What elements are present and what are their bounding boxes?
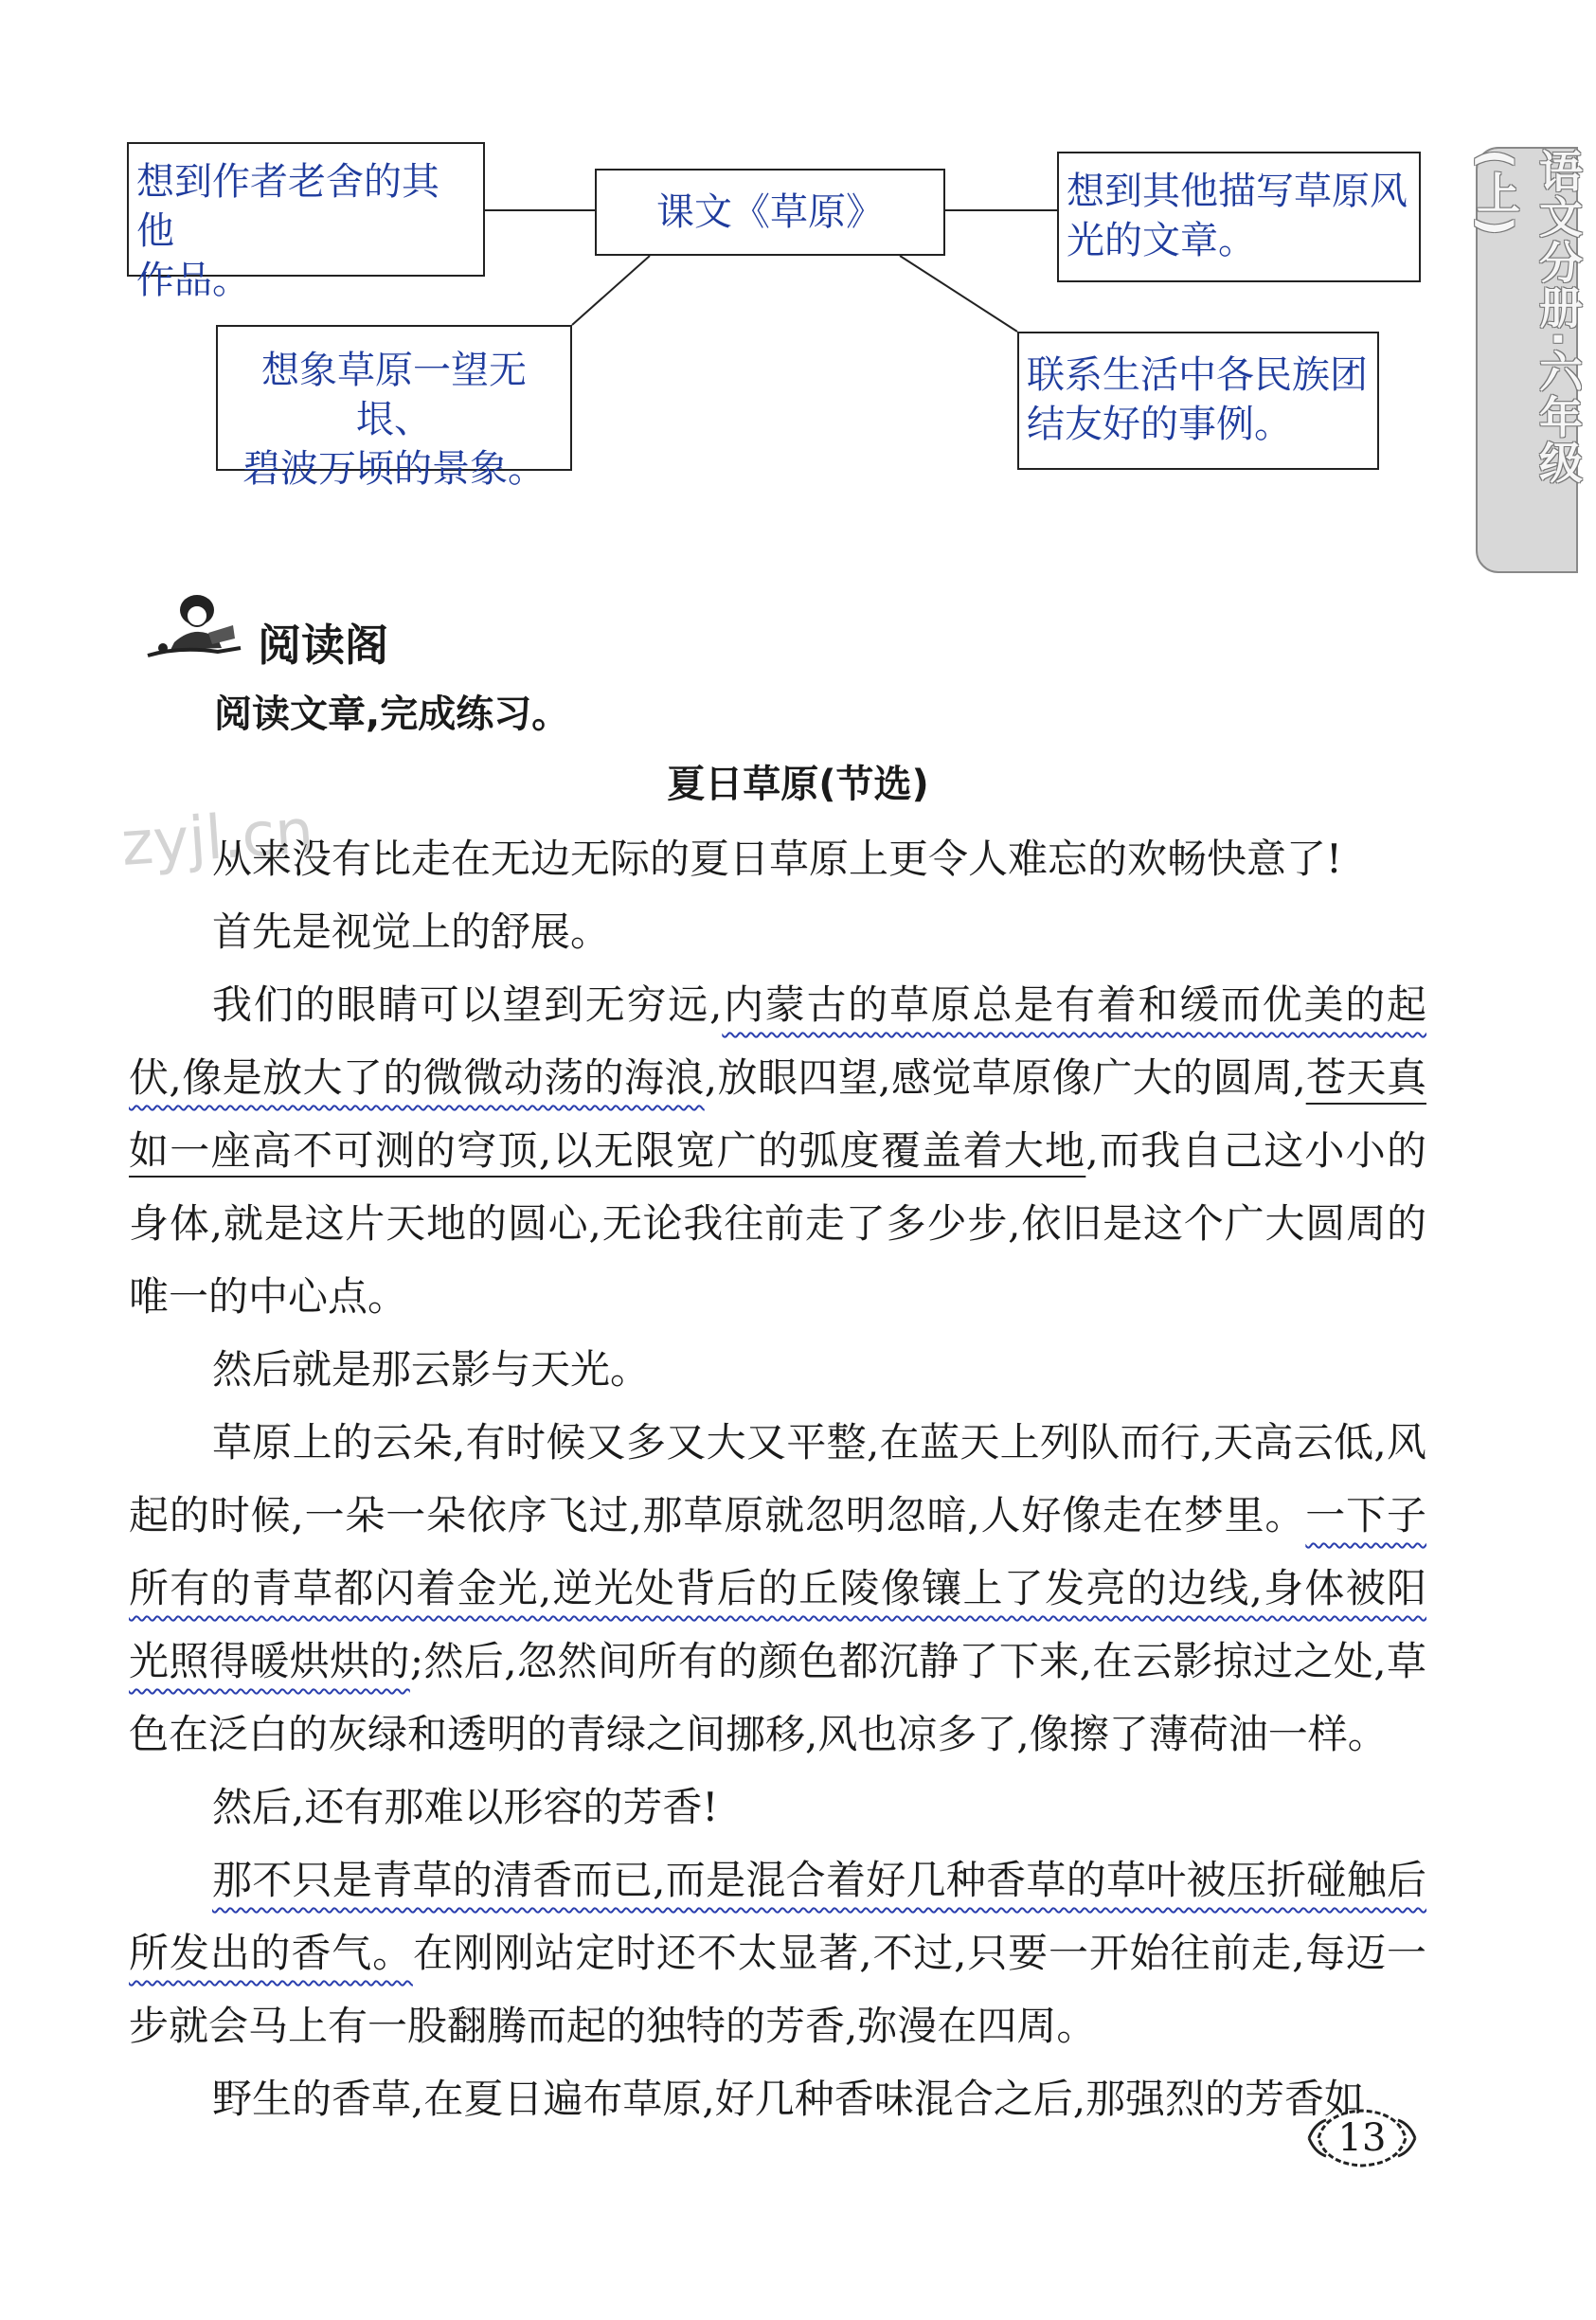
text-segment: 首先是视觉上的舒展。 (212, 908, 611, 955)
mindmap-node-bottom-right (1017, 332, 1379, 470)
wavy-underlined-text: 那不只是青草的清香而已,而是混合着好几种香草的草叶被压折碰触后所发出的香气。 (129, 1857, 1426, 1976)
text-segment: 然后,还有那难以形容的芳香! (212, 1784, 719, 1830)
side-chapter-tab (1470, 147, 1584, 573)
article-paragraph (129, 2062, 1426, 2135)
text-segment: 然后就是那云影与天光。 (212, 1346, 651, 1393)
text-segment: 在刚刚站定时还不太显著,不过,只要一开始往前走,每迈一步就会马上有一股翻腾而起的独特的芳香,弥漫在四周。 (129, 1930, 1426, 2049)
wavy-underlined-text: 内蒙古的草原总是有着和缓而优美的起伏,像是放大了的微微动荡的海浪 (129, 981, 1426, 1101)
article-paragraph (129, 1406, 1426, 1771)
text-segment: ,而我自己这小小的身体,就是这片天地的圆心,无论我往前走了多少步,依旧是这个广大圆周的唯一的中心点。 (129, 1127, 1426, 1320)
article-paragraph (129, 822, 1426, 895)
article-paragraph (129, 1843, 1426, 2062)
page-number: 13 (1337, 2116, 1387, 2160)
page-number-badge (1305, 2103, 1419, 2173)
reading-boy-icon (142, 589, 248, 665)
article-paragraph (129, 968, 1426, 1333)
text-segment: 我们的眼睛可以望到无穷远, (212, 981, 723, 1028)
node-line: 光的文章。 (1067, 219, 1256, 262)
mindmap-center-node (595, 169, 945, 256)
mindmap-node-top-right (1057, 152, 1421, 282)
wavy-underlined-text: 一下子所有的青草都闪着金光,逆光处背后的丘陵像镶上了发亮的边线,身体被阳光照得暖烘烘的 (129, 1492, 1426, 1684)
article-paragraph (129, 1333, 1426, 1406)
section-title: 阅读阁 (258, 620, 388, 671)
text-segment: 草原上的云朵,有时候又多又大又平整,在蓝天上列队而行,天高云低,风起的时候,一朵一朵依序飞过,那草原就忽明忽暗,人好像走在梦里。 (129, 1419, 1426, 1538)
node-line: 联系生活中各民族团 (1027, 353, 1368, 397)
article-paragraph (129, 895, 1426, 968)
article-title: 夏日草原(节选) (667, 763, 929, 806)
text-segment: 从来没有比走在无边无际的夏日草原上更令人难忘的欢畅快意了! (212, 836, 1342, 882)
node-line: 碧波万顷的景象。 (242, 447, 546, 491)
text-segment: 野生的香草,在夏日遍布草原,好几种香味混合之后,那强烈的芳香如 (212, 2076, 1365, 2122)
underlined-text: 苍天真如一座高不可测的穹顶,以无限宽广的弧度覆盖着大地 (129, 1054, 1426, 1174)
instruction-text: 阅读文章,完成练习。 (214, 692, 570, 736)
node-line: 想到作者老舍的其他 (136, 160, 439, 253)
node-line: 想象草原一望无垠、 (261, 349, 527, 441)
node-line: 作品。 (136, 259, 250, 302)
text-segment: ;然后,忽然间所有的颜色都沉静了下来,在云影掠过之处,草色在泛白的灰绿和透明的青绿之间挪移,风也凉多了,像擦了薄荷油一样。 (129, 1638, 1426, 1757)
node-line: 结友好的事例。 (1027, 403, 1292, 446)
mindmap-node-top-left (127, 142, 485, 302)
side-tab-label: 语文分册·六年级(上) (1470, 149, 1584, 486)
article-paragraph (129, 1771, 1426, 1843)
watermark-text: zyjl.cn (118, 797, 316, 880)
mindmap-center-text: 课文《草原》 (656, 190, 884, 234)
article-body (129, 822, 1426, 2135)
mindmap-node-bottom-left (216, 325, 572, 491)
text-segment: ,放眼四望,感觉草原像广大的圆周, (704, 1054, 1306, 1101)
node-line: 想到其他描写草原风 (1067, 170, 1408, 213)
